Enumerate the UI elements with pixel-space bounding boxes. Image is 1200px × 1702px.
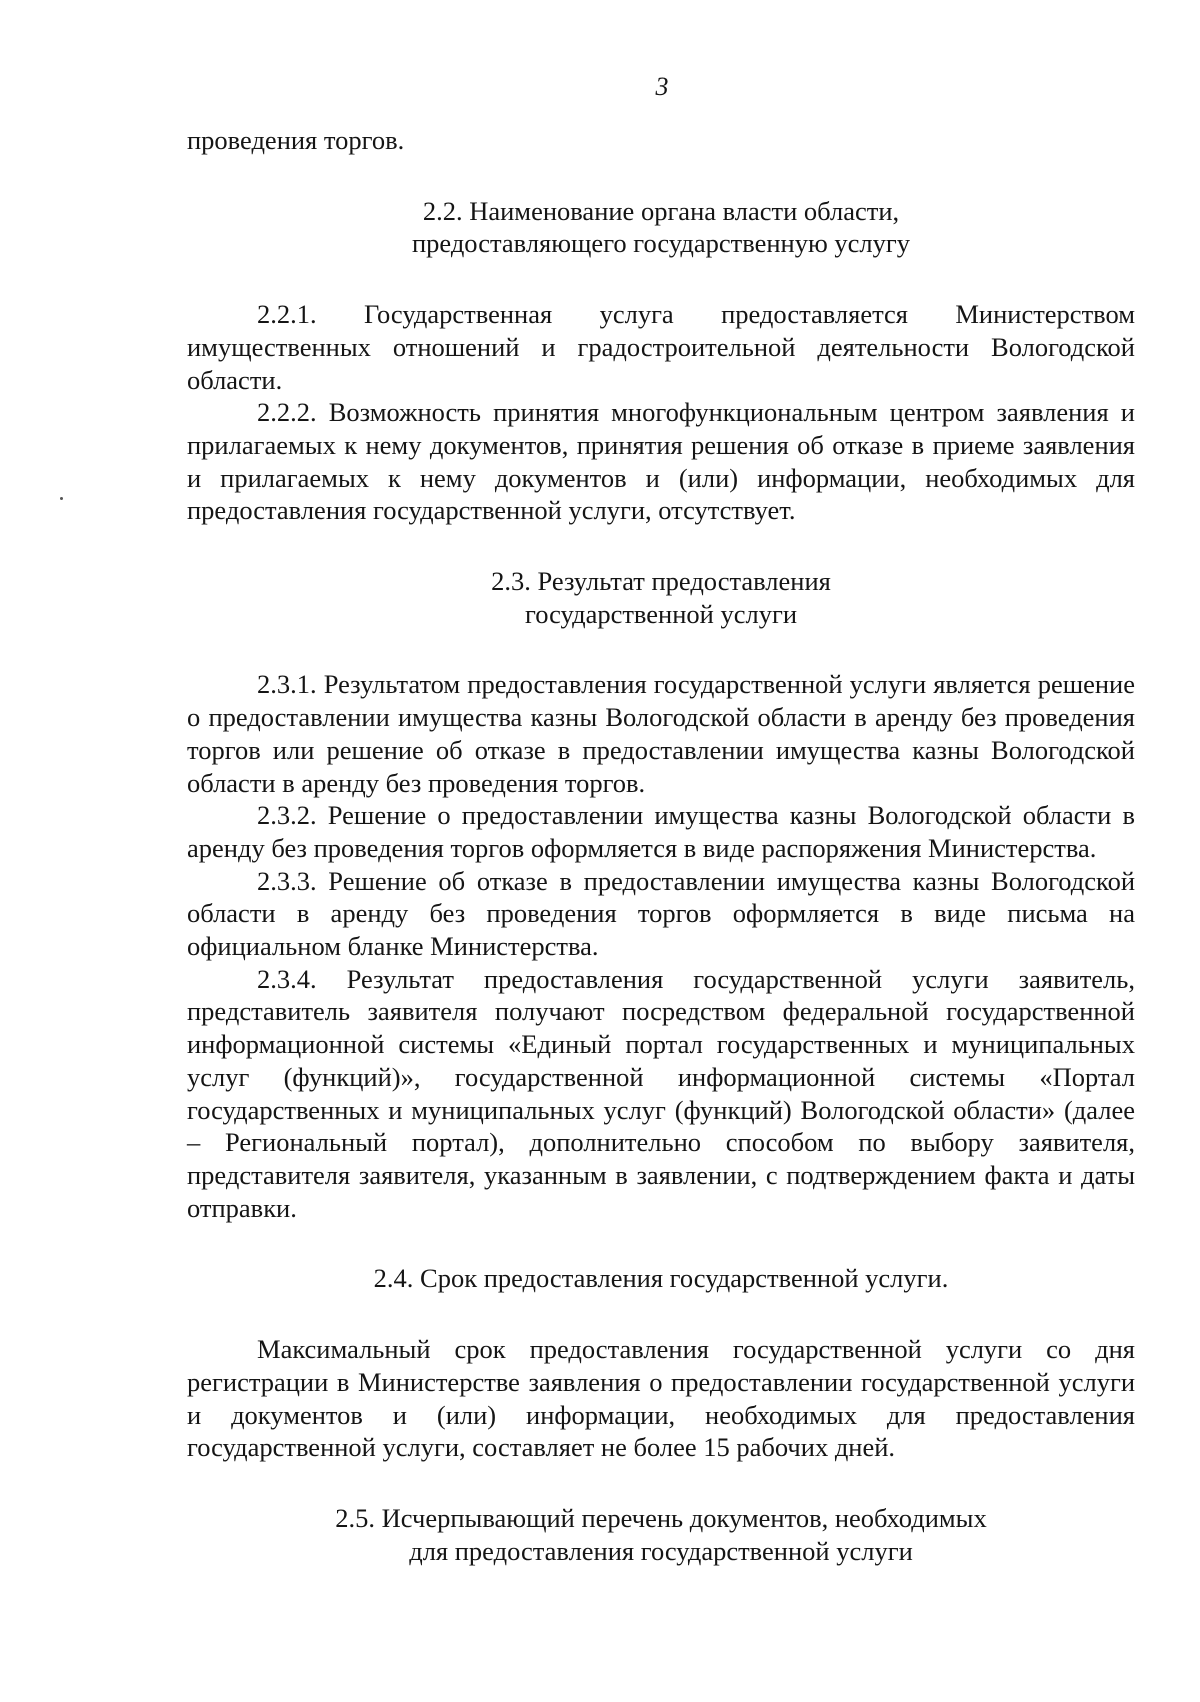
section-2-5-heading: 2.5. Исчерпывающий перечень документов, необходимых для предоставления государственной услуги — [335, 1502, 987, 1566]
paragraph-2-3-3: 2.3.3. Решение об отказе в предоставлении имущества казны Вологодской области в аренду без проведения торгов оформляется в виде письма на официальном бланке Министерства. — [187, 865, 1135, 962]
paragraph-2-4: Максимальный срок предоставления государственной услуги со дня регистрации в Министерстве заявления о предоставлении государственной услуги и документов и (или) информации, необходимых для предоставления государственной услуги, составляет не более 15 рабочих дней. — [187, 1334, 1135, 1463]
scan-artifact-dot — [60, 497, 63, 500]
continuation-text: проведения торгов. — [187, 125, 405, 155]
paragraph-2-3-2: 2.3.2. Решение о предоставлении имущества казны Вологодской области в аренду без проведения торгов оформляется в виде распоряжения Министерства. — [187, 800, 1135, 863]
document-body — [187, 124, 1135, 1567]
page-number: 3 — [655, 72, 669, 101]
paragraph-2-3-1: 2.3.1. Результатом предоставления государственной услуги является решение о предоставлении имущества казны Вологодской области в аренду без проведения торгов или решение об отказе в предоставлении имущества казны Вологодской области в аренду без проведения торгов. — [187, 669, 1135, 798]
paragraph-2-3-4: 2.3.4. Результат предоставления государственной услуги заявитель, представитель заявителя получают посредством федеральной государственной информационной системы «Единый портал государственных и муниципальных услуг (функций)», государственной информационной системы «Портал государственных и муниципальных услуг (функций) Вологодской области» (далее – Региональный портал), дополнительно способом по выбору заявителя, представителя заявителя, указанным в заявлении, с подтверждением факта и даты отправки. — [187, 963, 1135, 1223]
section-2-2-heading: 2.2. Наименование органа власти области, предоставляющего государственную услугу — [411, 195, 910, 259]
paragraph-2-2-2: 2.2.2. Возможность принятия многофункциональным центром заявления и прилагаемых к нему документов, принятия решения об отказе в приеме заявления и прилагаемых к нему документов и (или) информации, необходимых для предоставления государственной услуги, отсутствует. — [187, 397, 1135, 526]
section-2-4-heading: 2.4. Срок предоставления государственной услуги. — [373, 1263, 949, 1294]
paragraph-2-2-1: 2.2.1. Государственная услуга предоставляется Министерством имущественных отношений и градостроительной деятельности Вологодской области. — [187, 299, 1135, 395]
section-2-3-heading: 2.3. Результат предоставления государственной услуги — [491, 566, 831, 629]
